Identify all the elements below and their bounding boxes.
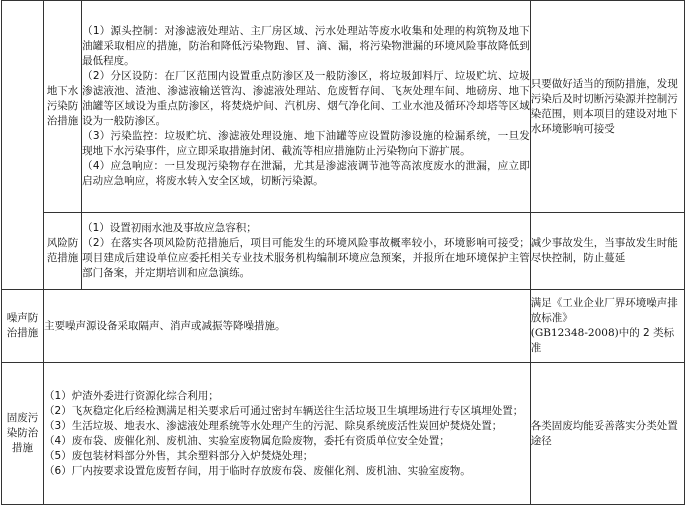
risk-effect: 减少事故发生，当事故发生时能尽快控制，防止蔓延 bbox=[530, 213, 684, 290]
groundwater-paragraph: （4）应急响应：一旦发现污染物存在泄漏，尤其是渗滤液调节池等高浓度废水的泄漏，应立即启动应急响应，将废水转入安全区域，切断污染源。 bbox=[82, 160, 530, 187]
solid-waste-paragraph: （4）废布袋、废催化剂、废机油、实验室废物属危险废物，委托有资质单位安全处置； bbox=[44, 434, 450, 447]
solid-waste-paragraph: （6）厂内按要求设置危废暂存间，用于临时存放废布袋、废催化剂、废机油、实验室废物。 bbox=[44, 464, 471, 477]
risk-paragraph: （2）在落实各项风险防范措施后，项目可能发生的环境风险事故概率较小，环境影响可接受；项目建成后建设单位应委托相关专业技术服务机构编制环境应急预案，并报所在地环境保护主管部门备案，并定期培训和应急演练。 bbox=[82, 237, 530, 279]
solid-waste-paragraph: （1）炉渣外委进行资源化综合利用； bbox=[44, 389, 219, 402]
solid-waste-effect: 各类固废均能妥善落实分类处置途径 bbox=[530, 363, 684, 505]
groundwater-paragraph: （1）源头控制：对渗滤液处理站、主厂房区域、污水处理站等废水收集和处理的构筑物及地下油罐采取相应的措施，防治和降低污染物跑、冒、滴、漏，将污染物泄漏的环境风险事故降低到最低程度。 bbox=[82, 25, 530, 67]
noise-effect bbox=[530, 290, 684, 363]
table-row-groundwater bbox=[2, 1, 685, 213]
noise-effect-code: (GB12348-2008) bbox=[530, 327, 619, 339]
risk-measures bbox=[82, 213, 531, 290]
solid-waste-paragraph: （5）废包装材料部分外售，其余塑料部分入炉焚烧处理； bbox=[44, 449, 314, 462]
solid-waste-measures bbox=[44, 363, 531, 505]
groundwater-paragraph: （2）分区设防：在厂区范围内设置重点防渗区及一般防渗区，将垃圾卸料厅、垃圾贮坑、垃圾渗滤液池、渣池、渗滤液输送管沟、渗滤液处理站、危废暂存间、飞灰处理车间、地磅房、地下油罐等区域设为重点防渗区，将焚烧炉间、汽机房、烟气净化间、工业水池及循环冷却塔等区域设为一般防渗区。 bbox=[82, 70, 530, 127]
solid-waste-label: 固废污染防治措施 bbox=[2, 363, 44, 505]
groundwater-measures bbox=[82, 1, 531, 213]
groundwater-label: 地下水污染防治措施 bbox=[44, 1, 82, 213]
groundwater-paragraph: （3）污染监控：垃圾贮坑、渗滤液处理设施、地下油罐等应设置防渗设施的检漏系统，一旦发现地下水污染事件，应立即采取措施封闭、截流等相应措施防止污染物向下游扩展。 bbox=[82, 130, 530, 157]
risk-label: 风险防范措施 bbox=[44, 213, 82, 290]
table-row-solid-waste bbox=[2, 363, 685, 505]
risk-paragraph: （1）设置初雨水池及事故应急容积； bbox=[82, 222, 257, 234]
blank-category-cell bbox=[2, 1, 44, 290]
groundwater-effect: 只要做好适当的预防措施，发现污染后及时切断污染源并控制污染范围，则本项目的建设对地下水环境影响可接受 bbox=[530, 1, 684, 213]
noise-effect-standard: 满足《工业企业厂界环境噪声排放标准》 bbox=[530, 297, 678, 324]
noise-label: 噪声防治措施 bbox=[2, 290, 44, 363]
table-row-risk bbox=[2, 213, 685, 290]
solid-waste-paragraph: （3）生活垃圾、地表水、渗滤液处理系统等水处理产生的污泥、除臭系统废活性炭回炉焚烧处置； bbox=[44, 419, 503, 432]
noise-measures: 主要噪声源设备采取隔声、消声或减振等降噪措施。 bbox=[44, 290, 531, 363]
solid-waste-paragraph: （2）飞灰稳定化后经检测满足相关要求后可通过密封车辆送往生活垃圾卫生填埋场进行专区填埋处置； bbox=[44, 404, 524, 417]
table-row-noise bbox=[2, 290, 685, 363]
measures-table bbox=[1, 0, 685, 505]
noise-effect-class: 中的 2 类标准 bbox=[530, 327, 675, 354]
